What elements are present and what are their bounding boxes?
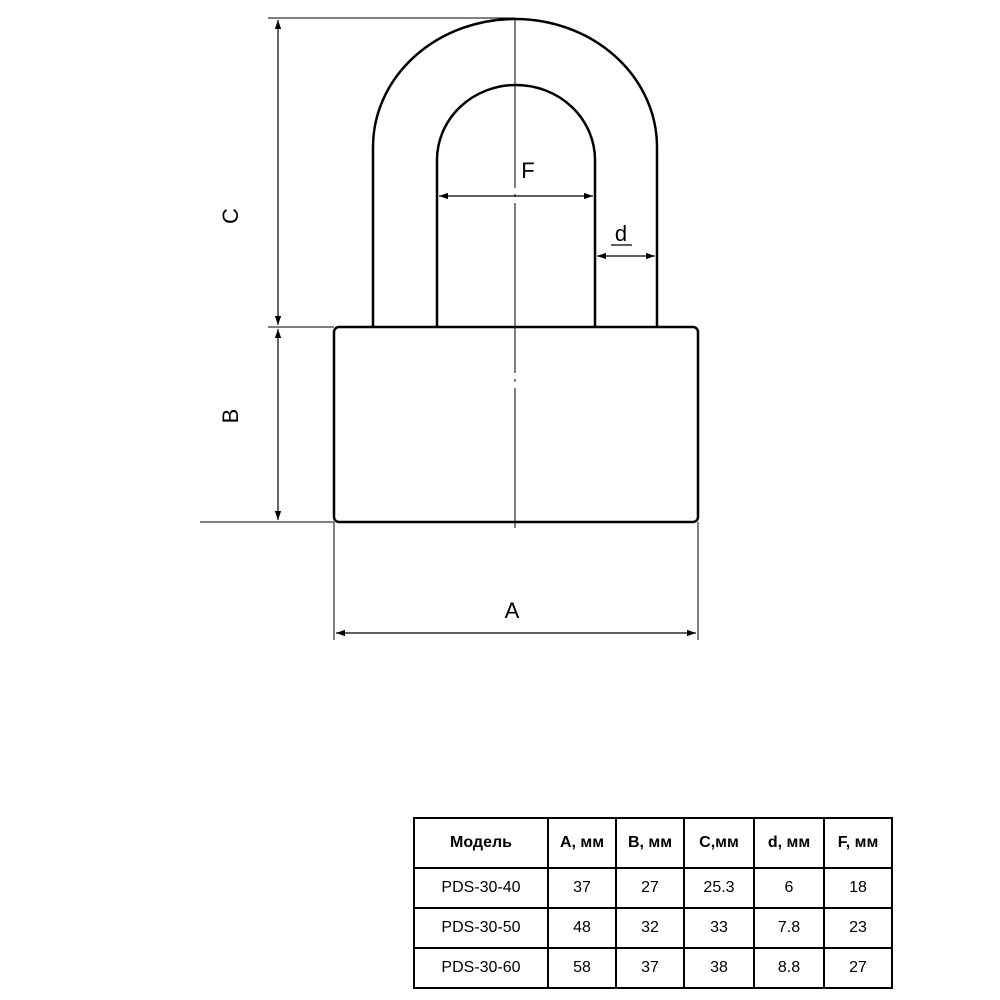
cell-f: 23 xyxy=(824,908,892,948)
cell-f: 27 xyxy=(824,948,892,988)
cell-d: 8.8 xyxy=(754,948,824,988)
header-d: d, мм xyxy=(754,818,824,868)
dimension-f-label: F xyxy=(521,158,535,183)
dimension-d-label: d xyxy=(614,221,628,246)
cell-b: 37 xyxy=(616,948,684,988)
cell-c: 25.3 xyxy=(684,868,754,908)
lock-body xyxy=(334,327,698,522)
table-header-row xyxy=(414,818,892,868)
header-c: C,мм xyxy=(684,818,754,868)
cell-b: 27 xyxy=(616,868,684,908)
cell-b: 32 xyxy=(616,908,684,948)
header-b: B, мм xyxy=(616,818,684,868)
table-row xyxy=(414,908,892,948)
cell-d: 6 xyxy=(754,868,824,908)
dimension-c-label: C xyxy=(218,208,243,224)
cell-model: PDS-30-50 xyxy=(414,908,548,948)
header-f: F, мм xyxy=(824,818,892,868)
cell-model: PDS-30-60 xyxy=(414,948,548,988)
dimension-a-label: A xyxy=(504,598,520,623)
header-model: Модель xyxy=(414,818,548,868)
cell-c: 33 xyxy=(684,908,754,948)
dimension-b-label: B xyxy=(218,408,243,424)
shackle-inner xyxy=(437,85,595,327)
cell-c: 38 xyxy=(684,948,754,988)
cell-d: 7.8 xyxy=(754,908,824,948)
table-row xyxy=(414,868,892,908)
spec-table xyxy=(413,817,893,989)
table-row xyxy=(414,948,892,988)
cell-a: 48 xyxy=(548,908,616,948)
cell-f: 18 xyxy=(824,868,892,908)
header-a: A, мм xyxy=(548,818,616,868)
cell-model: PDS-30-40 xyxy=(414,868,548,908)
cell-a: 58 xyxy=(548,948,616,988)
cell-a: 37 xyxy=(548,868,616,908)
